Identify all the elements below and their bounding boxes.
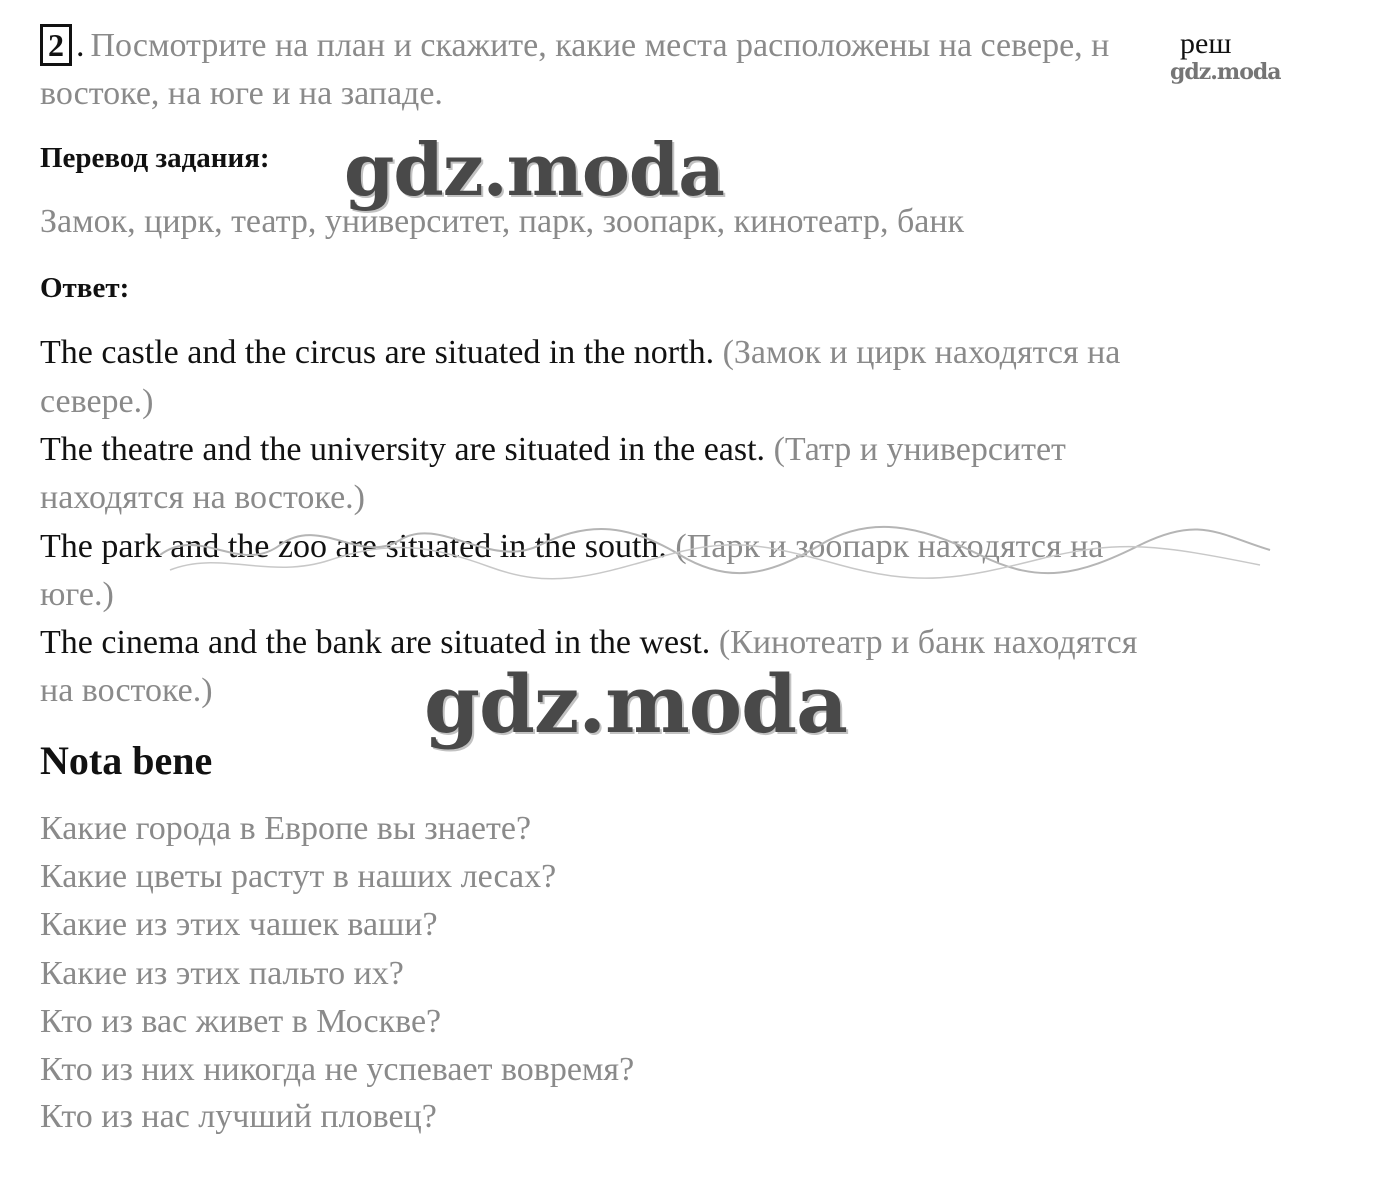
answer-1-line-1 <box>40 333 1120 373</box>
answer-2-english: The theatre and the university are situated in the east. <box>40 431 766 468</box>
nota-bene-line-3: Какие из этих чашек ваши? <box>40 906 438 943</box>
answer-4-russian: (Кинотеатр и банк находятся <box>718 624 1138 661</box>
nota-bene-line-7: Кто из нас лучший пловец? <box>40 1098 437 1135</box>
task-line-2: востоке, на юге и на западе. <box>40 75 443 112</box>
watermark-small: gdz.moda <box>1170 59 1281 85</box>
answer-4-english: The cinema and the bank are situated in the west. <box>40 624 711 661</box>
nota-bene-heading: Nota bene <box>40 738 213 783</box>
translation-heading: Перевод задания: <box>40 142 270 174</box>
watermark-large-top: gdz.moda <box>344 127 724 212</box>
nota-bene-line-4: Какие из этих пальто их? <box>40 955 404 992</box>
answer-2-russian: (Татр и университет <box>773 431 1066 468</box>
task-number-dot: . <box>76 27 85 64</box>
answer-4-russian-cont: на востоке.) <box>40 672 213 709</box>
answer-3-english: The park and the zoo are situated in the south. <box>40 528 667 565</box>
task-line-1 <box>40 24 1109 66</box>
task-number-badge: 2 <box>40 24 72 66</box>
answer-heading: Ответ: <box>40 272 130 304</box>
answer-3-line-1 <box>40 527 1103 567</box>
nota-bene-line-5: Кто из вас живет в Москве? <box>40 1003 442 1040</box>
answer-2-line-1 <box>40 430 1066 470</box>
answer-1-russian-cont: севере.) <box>40 383 154 420</box>
translation-text: Замок, цирк, театр, университет, парк, зоопарк, кинотеатр, банк <box>40 203 965 240</box>
nota-bene-line-2: Какие цветы растут в наших лесах? <box>40 858 557 895</box>
answer-3-russian: (Парк и зоопарк находятся на <box>675 528 1104 565</box>
answer-1-english: The castle and the circus are situated in the north. <box>40 334 715 371</box>
answer-2-russian-cont: находятся на востоке.) <box>40 479 365 516</box>
watermark-large-middle: gdz.moda <box>424 657 847 751</box>
nota-bene-line-6: Кто из них никогда не успевает вовремя? <box>40 1051 635 1088</box>
task-text-1: Посмотрите на план и скажите, какие места расположены на севере, н <box>90 27 1110 64</box>
answer-1-russian: (Замок и цирк находятся на <box>722 334 1121 371</box>
nota-bene-line-1: Какие города в Европе вы знаете? <box>40 810 532 847</box>
corner-text-fragment: реш <box>1180 27 1232 60</box>
answer-3-russian-cont: юге.) <box>40 576 114 613</box>
